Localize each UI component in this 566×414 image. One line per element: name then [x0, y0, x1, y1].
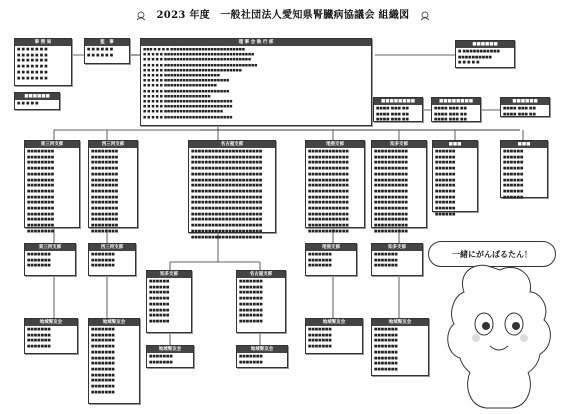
- logo-icon: [419, 11, 431, 21]
- box-row: ■■■■■■■: [239, 318, 263, 323]
- box-body: [147, 353, 193, 366]
- box-header: ■■■: [433, 141, 477, 148]
- box-header: ■■■■■■■■: [432, 98, 480, 105]
- box-row: ■■■■■■■: [91, 263, 115, 268]
- box-row: ■■■■■■■: [374, 355, 398, 360]
- box-row: ■■■■■■: [503, 177, 524, 182]
- box-row: ■ ■ ■ ■ ■ ■■■■■■■■■■■■■■■■■■■■■■■■■■■■: [143, 57, 252, 62]
- box-row: ■■■■■■■■■■■■: [308, 160, 349, 165]
- box-row: ■■■■■■■■■■■■■■■■■■■■■: [191, 217, 263, 222]
- box-row: ■■■■■■: [435, 188, 456, 193]
- box-higashimikawa: [24, 140, 80, 233]
- box-row: ■■■■■■■: [91, 389, 115, 394]
- box-row: ■■■■■■■■■■■■: [308, 206, 349, 211]
- box-body: [189, 148, 275, 241]
- box-row: ■ ■ ■ ■ ■: [17, 101, 39, 105]
- box-row: ■■■■■■: [149, 284, 170, 289]
- box-header: 事 務 局: [15, 39, 71, 46]
- box-header: 尾張支部: [306, 244, 356, 251]
- box-body: [89, 326, 139, 396]
- box-row: ■■■■■■■■■■: [374, 177, 408, 182]
- box-row: ■■■■■■■: [308, 257, 332, 262]
- box-row: ■■■■■■: [149, 301, 170, 306]
- box-area-owari: [305, 318, 363, 354]
- box-row: ■■■■■■■■■■: [374, 217, 408, 222]
- box-row: ■■■■■■■: [239, 301, 263, 306]
- box-row: ■■■■■■■■: [91, 200, 119, 205]
- box-body: [501, 148, 547, 201]
- box-row: ■■■■■■: [435, 171, 456, 176]
- box-row: ■■■■■■■■■■: [374, 154, 408, 159]
- box-row: ■■■■■■: [435, 166, 456, 171]
- box-row: ■■■■■■: [149, 279, 170, 283]
- box-chita: [371, 140, 427, 233]
- box-row: ■■■■■■■: [91, 372, 115, 377]
- box-row: ■■■■■■■■■■: [374, 160, 408, 165]
- box-header: 監 事: [85, 39, 129, 46]
- box-body: [15, 100, 59, 108]
- box-row: ■■■■■■■: [91, 252, 115, 256]
- box-row: ■ ■ ■ ■ ■ ■■■■■■■■■■■■■■■■■■■■■■: [143, 99, 233, 104]
- page-title: [0, 6, 566, 21]
- box-body: [85, 46, 129, 59]
- box-row: ■■■■■■: [435, 194, 456, 199]
- box-header: 地域腎友会: [306, 319, 362, 326]
- box-row: ■■■■■■: [149, 290, 170, 295]
- box-row: ■■■■■■■■: [91, 183, 119, 188]
- box-row: ■■■■■■■: [239, 296, 263, 301]
- box-body: [237, 278, 285, 326]
- box-row: ■■■■■■■■: [91, 166, 119, 171]
- box-row: ■■■■■■■■■■■■: [308, 166, 349, 171]
- box-body: [89, 148, 137, 236]
- box-header: ■■■: [501, 141, 547, 148]
- box-row: ■■■■■■■: [27, 257, 51, 262]
- box-body: [147, 278, 191, 326]
- box-row: ■■■■■■■■: [27, 194, 55, 199]
- box-row: ■■■■■■■: [27, 344, 51, 349]
- box-row: ■■■■■■: [503, 160, 524, 165]
- box-row: ■ ■ ■ ■ ■ ■■■■■■■■■■■■■■■■■■: [143, 73, 220, 78]
- box-row: ■■■■■■■■: [91, 211, 119, 216]
- box-row: ■■■ ■ ■ ■ ■ ■■■■■■■■■■■■■■■■■■■■■■■■: [143, 47, 245, 51]
- box-row: ■■■■■■■■■■■■■■■■■■■■■: [191, 177, 263, 182]
- box-row: ■■■■■■■■: [91, 188, 119, 193]
- box-row: ■■■■■■■: [374, 366, 398, 371]
- box-row: ■■■■■■■: [91, 344, 115, 349]
- box-row: ■■■■■■■■■■■■: [308, 228, 349, 233]
- box-row: ■■■■■■■■■■: [458, 54, 492, 59]
- box-row: ■■■■■■■■: [91, 206, 119, 211]
- box-header: 東三河支部: [25, 141, 79, 148]
- box-row: ■■■■■■: [435, 160, 456, 165]
- box-row: ■■■■■■: [149, 307, 170, 312]
- box-row: ■ ■ ■ ■ ■ ■ ■: [17, 69, 48, 74]
- box-header: ■■■■■■■■: [374, 98, 422, 105]
- box-area-higashi: [24, 318, 78, 354]
- box-row: ■■■■■■■: [91, 338, 115, 343]
- box-row: ■■■■■■■: [239, 354, 263, 358]
- box-row: ■■■■■■■■■■■■■■■■■■■■■: [191, 228, 263, 233]
- box-row: ■■■■■■■■: [27, 200, 55, 205]
- box-row: ■■■■■■■■■■■■■■■■■■■■■: [191, 206, 263, 211]
- box-row: ■■■■■■■■■■■■: [308, 171, 349, 176]
- box-header: 地域腎友会: [89, 319, 139, 326]
- box-row: ■ ■ ■ ■ ■ ■ ■: [17, 52, 48, 57]
- box-row: ■■■■■■■■: [27, 171, 55, 176]
- box-row: ■■■■■■■■: [91, 217, 119, 222]
- box-row: ■■■■■■■■: [27, 188, 55, 193]
- box-row: ■■■■■■: [435, 154, 456, 159]
- box-row: ■■■■■■■■: [27, 206, 55, 211]
- box-row: ■■■■■■: [503, 154, 524, 159]
- box-row: ■ ■■■■■■■■■■■: [458, 49, 500, 53]
- box-sub-higashi: [24, 243, 76, 276]
- box-row: ■■■■■■■■: [27, 223, 55, 228]
- box-row: ■■■■■■■■■■■■■■■■■■■■■: [191, 234, 263, 239]
- box-body: [432, 105, 480, 124]
- box-body: [25, 251, 75, 270]
- box-header: 知多支部: [147, 271, 191, 278]
- box-body: [25, 148, 79, 236]
- box-row: ■■■■■■■: [374, 252, 398, 256]
- box-row: ■■■■■■■■■■■■■■■■■■■■■: [191, 188, 263, 193]
- box-row: ■■■■■■■■: [91, 154, 119, 159]
- box-row: ■■■■■■: [503, 166, 524, 171]
- box-row: ■■■■■■: [149, 296, 170, 301]
- box-header: 西三河支部: [89, 141, 137, 148]
- box-row: ■ ■ ■ ■ ■ ■■■■■■■■■■■■■■■■■■■■■■: [143, 104, 233, 109]
- box-jimukyoku: [14, 38, 72, 86]
- box-body: [501, 105, 549, 118]
- box-row: ■ ■ ■ ■ ■ ■ ■: [17, 64, 48, 69]
- box-row: ■■■■■■■■■■: [374, 171, 408, 176]
- box-row: ■■■■■■■■: [27, 211, 55, 216]
- box-row: ■■■■■■: [435, 200, 456, 205]
- box-body: [306, 148, 364, 236]
- box-body: [25, 326, 77, 351]
- box-row: ■ ■ ■ ■ ■ ■ ■: [17, 75, 48, 80]
- box-row: ■■■■■■■■: [27, 166, 55, 171]
- box-header: ■■■■■■: [456, 41, 514, 48]
- box-row: ■ ■ ■ ■ ■ ■: [87, 52, 114, 57]
- box-row: ■■■■■■: [435, 177, 456, 182]
- box-row: ■■■■■■■■: [27, 217, 55, 222]
- box-row: ■ ■ ■ ■ ■ ■■■■■■■■■■■■■■■■■■■■■■: [143, 114, 233, 119]
- box-row: ■■■■■■■■: [27, 228, 55, 233]
- title-text: 2023 年度 一般社団法人愛知県腎臓病協議会 組織図: [156, 10, 410, 21]
- box-row: ■■■■■■■: [374, 361, 398, 366]
- box-row: ■■■■■■■■■■■■■■■■■■■■■: [191, 194, 263, 199]
- box-col7: [500, 140, 548, 198]
- box-area-chita: [146, 345, 194, 368]
- box-rijikai: [140, 38, 372, 126]
- box-row: ■■■■■■■: [374, 332, 398, 337]
- box-header: 名古屋支部: [189, 141, 275, 148]
- box-row: ■ ■ ■ ■ ■ ■■■■■■■■■■■■■■■: [143, 93, 211, 98]
- box-row: ■■■■■■■: [308, 327, 332, 331]
- box-sub-chita: [371, 243, 423, 276]
- box-row: ■■■■ ■■■ ■■: [376, 117, 409, 122]
- box-header: ■■■■■■: [15, 93, 59, 100]
- box-row: ■■■■■■■■■■: [374, 223, 408, 228]
- box-row: ■■■■■■■: [374, 263, 398, 268]
- box-row: ■■■■■■■: [308, 252, 332, 256]
- box-header: 理 事 会 執 行 部: [141, 39, 371, 46]
- box-row: ■■■■■■■■■■■■: [308, 183, 349, 188]
- box-row: ■■■■■■■: [374, 327, 398, 331]
- box-row: ■■■■ ■■■ ■■: [434, 106, 467, 110]
- box-area-nishi: [88, 318, 140, 404]
- box-row: ■■■■■■■: [91, 378, 115, 383]
- box-row: ■■■■■■: [435, 183, 456, 188]
- speech-bubble-text: 一緒にがんばるたん！: [452, 250, 532, 259]
- box-row: ■■■■■■■: [239, 307, 263, 312]
- box-row: ■■■■■■■■: [27, 183, 55, 188]
- box-row: ■■■■■■■■: [91, 228, 119, 233]
- box-header: 地域腎友会: [372, 319, 428, 326]
- box-row: ■■■■■■■■■■: [374, 194, 408, 199]
- box-row: ■■■■ ■■■ ■■: [434, 117, 467, 122]
- box-area-nagoya: [236, 345, 288, 368]
- box-row: ■■■■ ■■■ ■■: [503, 106, 536, 110]
- box-iinkai-c: [500, 97, 550, 117]
- box-row: ■■■■■■■■: [27, 160, 55, 165]
- box-row: ■■■■■■■■■■■■: [308, 154, 349, 159]
- box-row: ■■■■■■■■: [91, 177, 119, 182]
- box-row: ■■■■■■■: [374, 338, 398, 343]
- box-row: ■■■■■■■■■■■■■■■■■■■■■: [191, 154, 263, 159]
- box-row: ■■■■■■■: [149, 354, 173, 358]
- box-header: 知多支部: [372, 141, 426, 148]
- box-row: ■■■■■■■■: [91, 223, 119, 228]
- box-body: [89, 251, 135, 270]
- box-row: ■ ■ ■ ■ ■ ■: [87, 47, 114, 51]
- box-row: ■■■■■■: [503, 149, 524, 153]
- box-row: ■ ■ ■ ■ ■ ■■■■■■■■■■■■■■■■■■■: [143, 109, 223, 114]
- box-owari: [305, 140, 365, 233]
- box-sub-nishi: [88, 243, 136, 276]
- box-row: ■■■■■■■■■■: [374, 200, 408, 205]
- box-iinkai-a: [373, 97, 423, 122]
- box-row: ■■■■■■■■■■■■■■■■■■■■■: [191, 149, 263, 153]
- box-row: ■■■■■■■: [308, 332, 332, 337]
- box-row: ■■■■■■■: [91, 361, 115, 366]
- box-row: ■■■■■■■: [239, 359, 263, 364]
- box-row: ■■■■■■■: [308, 338, 332, 343]
- box-row: ■■■■■■■: [239, 290, 263, 295]
- box-row: ■■■■■■■■■■■■: [308, 200, 349, 205]
- box-row: ■■■■■■: [503, 188, 524, 193]
- box-row: ■■■■■■■: [91, 257, 115, 262]
- box-col6: [432, 140, 478, 216]
- box-row: ■■■■■■■■■■■■■■■■■■■■■: [191, 200, 263, 205]
- box-row: ■■■■■■■■: [27, 154, 55, 159]
- box-row: ■■■■■■■■: [27, 149, 55, 153]
- box-row: ■■■■■■: [435, 149, 456, 153]
- box-row: ■■■■■■■: [91, 332, 115, 337]
- box-row: ■■■■■■■: [239, 284, 263, 289]
- box-row: ■■■■■■■■■■■■■■■■■■■■■: [191, 211, 263, 216]
- box-row: ■■■■■■: [503, 171, 524, 176]
- box-row: ■■■■■■■■: [91, 160, 119, 165]
- box-row: ■■■■■■■■■■■■: [308, 149, 349, 153]
- box-row: ■■■■■■■: [239, 279, 263, 283]
- box-row: ■■■■■■■: [27, 252, 51, 256]
- box-header: 尾張支部: [306, 141, 364, 148]
- box-header: 知多支部: [372, 244, 422, 251]
- box-row: ■■■■■■: [149, 313, 170, 318]
- box-row: ■■■■■■■■: [91, 149, 119, 153]
- box-row: ■■■■■■■■■■■■: [308, 194, 349, 199]
- box-body: [15, 46, 71, 82]
- box-iinkai-b: [431, 97, 481, 122]
- box-row: ■ ■ ■ ■ ■ ■■■■■■■■■■■■■■■■■■■■■: [143, 78, 230, 83]
- box-header: 地域腎友会: [25, 319, 77, 326]
- box-row: ■■■■■■■■■■: [374, 149, 408, 153]
- box-row: ■■■■ ■■■ ■■: [434, 111, 467, 116]
- box-row: ■■■■■■■■■■■■■■■■■■■■■: [191, 160, 263, 165]
- box-row: ■■■■■■■■■■■■: [308, 223, 349, 228]
- box-row: ■■■■■■■■■■: [374, 206, 408, 211]
- box-area-chita2: [371, 318, 429, 376]
- box-body: [237, 353, 287, 366]
- box-body: [433, 148, 477, 218]
- box-body: [456, 48, 514, 67]
- box-header: 西三河支部: [89, 244, 135, 251]
- box-header: 地域腎友会: [147, 346, 193, 353]
- box-row: ■■■■■■■■■■■■: [308, 211, 349, 216]
- box-row: ■■■■■■■■■■■■■■■■■■■■■: [191, 183, 263, 188]
- logo-icon: [135, 11, 147, 21]
- box-header: 地域腎友会: [237, 346, 287, 353]
- box-top-right: [455, 40, 515, 68]
- box-row: ■■■■■■■: [91, 384, 115, 389]
- box-row: ■■■■■■■: [91, 349, 115, 354]
- box-kanji: [84, 38, 130, 64]
- box-row: ■■■■■■■■■■■■: [308, 217, 349, 222]
- box-row: ■■■■■■: [435, 211, 456, 216]
- box-row: ■■■■■■: [503, 194, 524, 199]
- box-row: ■■■■■■■■: [91, 194, 119, 199]
- box-nishimikawa: [88, 140, 138, 233]
- box-row: ■■■■■■■: [91, 355, 115, 360]
- box-sub-nagoya-a: [146, 270, 192, 333]
- box-row: ■■■■■■■■■■■■■■■■■■■■■: [191, 223, 263, 228]
- box-row: ■■■■■■■: [239, 313, 263, 318]
- box-row: ■■■■■■: [149, 318, 170, 323]
- box-body: [372, 326, 428, 374]
- box-row: ■■■■■■: [435, 206, 456, 211]
- box-row: ■■■■■■■: [91, 327, 115, 331]
- box-row: ■■■■■■■■■■■■■■■■■■■■■: [191, 171, 263, 176]
- box-row: ■■■■■■■: [308, 344, 332, 349]
- box-row: ■ ■ ■ ■ ■ ■■■■■■■■■■■■■■■■■■■■■■■■■: [143, 67, 242, 72]
- box-body: [372, 251, 422, 270]
- box-row: ■■■■■■■■■■: [374, 211, 408, 216]
- mascot-illustration: [440, 262, 558, 412]
- box-row: ■■■■■■■■■■: [374, 166, 408, 171]
- box-row: ■ ■ ■ ■ ■ ■ ■: [17, 58, 48, 63]
- box-row: ■■■■■■■■■■■■■■■■■■■■■: [191, 166, 263, 171]
- box-row: ■ ■ ■ ■ ■ ■■■■■■■■■■■■■■■■■: [143, 83, 217, 88]
- box-body: [306, 326, 362, 351]
- box-nagoya: [188, 140, 276, 239]
- box-row: ■■■■■■■: [27, 263, 51, 268]
- box-row: ■■■■■■■: [27, 332, 51, 337]
- box-row: ■■■■■■■: [27, 327, 51, 331]
- box-row: ■ ■ ■ ■ ■ ■■■■■■■■■■■■■■■■■■■■■: [143, 88, 230, 93]
- box-row: ■■■■■■■: [27, 338, 51, 343]
- box-row: ■■■■■■■■■■■■: [308, 188, 349, 193]
- box-row: ■ ■ ■ ■ ■ ■ ■: [17, 47, 48, 51]
- box-row: ■■■■■■■■: [27, 177, 55, 182]
- box-body: [306, 251, 356, 270]
- box-row: ■■■■■■■■■■: [374, 183, 408, 188]
- box-body: [374, 105, 422, 124]
- box-row: ■■■■■■■: [149, 359, 173, 364]
- box-row: ■■■■■■■■■■: [374, 188, 408, 193]
- box-row: ■ ■ ■ ■ ■: [458, 60, 480, 65]
- box-row: ■■■■ ■■■ ■■: [503, 111, 536, 116]
- box-row: ■■■■ ■■■ ■■: [376, 106, 409, 110]
- box-row: ■■■■■■■: [308, 263, 332, 268]
- box-row: ■■■■■■■■■■■■: [308, 177, 349, 182]
- box-body: [372, 148, 426, 236]
- box-body: [141, 46, 371, 121]
- box-row: ■■■■■■■■: [91, 171, 119, 176]
- box-row: ■■■■ ■■■ ■■: [376, 111, 409, 116]
- box-row: ■■■■■■■■■■: [374, 228, 408, 233]
- box-header: 東三河支部: [25, 244, 75, 251]
- box-left-small: [14, 92, 60, 110]
- box-row: ■■■■■■: [503, 183, 524, 188]
- box-row: ■ ■ ■ ■ ■ ■■■■■■■■■■■■■■■■■■■■■■■■■■■■■: [143, 52, 255, 57]
- box-row: ■■■■■■■: [91, 366, 115, 371]
- box-header: ■■■■■■: [501, 98, 549, 105]
- box-row: ■■■■■■■: [374, 349, 398, 354]
- box-header: 名古屋支部: [237, 271, 285, 278]
- box-row: ■■■■■■■: [374, 344, 398, 349]
- box-row: ■■■■■■■: [374, 257, 398, 262]
- box-row: ■ ■ ■ ■ ■ ■■■■■■■■■■■■■■■■■■■■■■■■■■■■■■: [143, 62, 258, 67]
- box-sub-nagoya-b: [236, 270, 286, 333]
- box-sub-owari: [305, 243, 357, 276]
